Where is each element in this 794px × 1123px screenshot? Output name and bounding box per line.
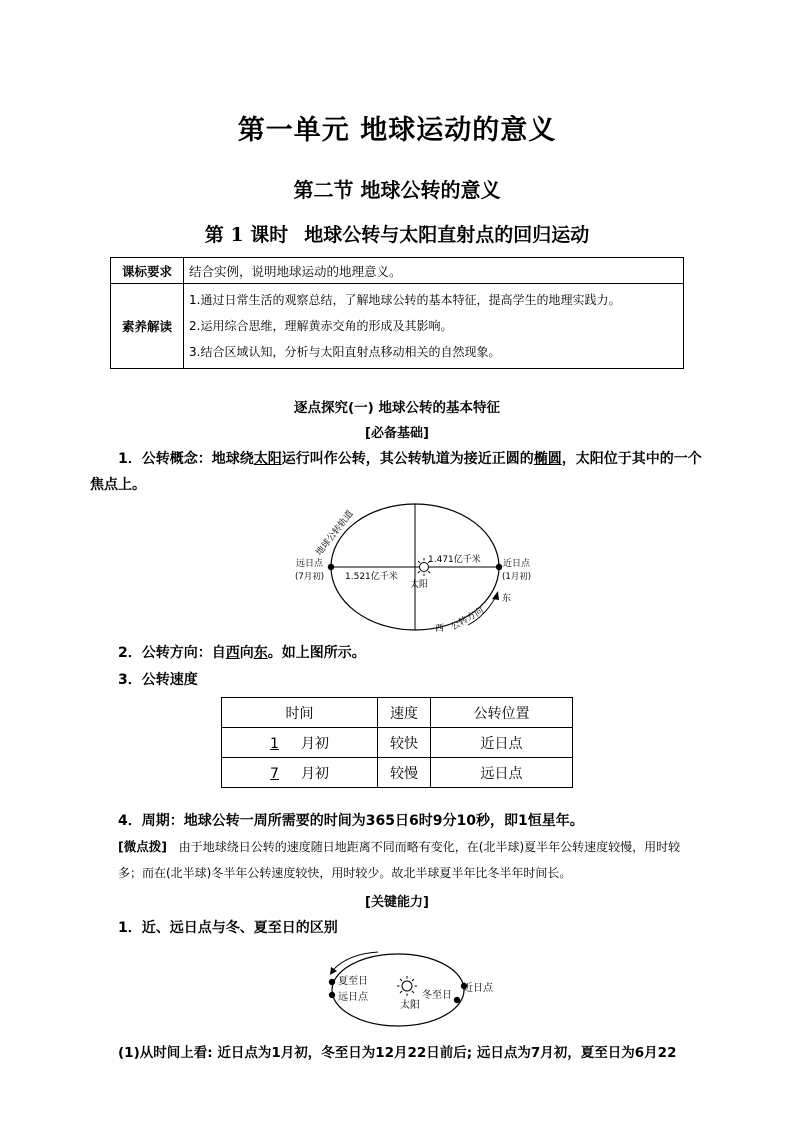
sun-label: 太阳 bbox=[400, 1000, 420, 1011]
far-distance: 1.521亿千米 bbox=[345, 572, 398, 582]
table-cell: 远日点 bbox=[431, 758, 573, 788]
lesson-number: 第 1 课时 bbox=[204, 224, 289, 246]
lesson-name: 地球公转与太阳直射点的回归运动 bbox=[304, 224, 590, 246]
literacy-item: 2.运用综合思维，理解黄赤交角的形成及其影响。 bbox=[189, 319, 453, 333]
table-header: 速度 bbox=[378, 698, 431, 728]
requirement-text: 结合实例，说明地球运动的地理意义。 bbox=[184, 258, 684, 284]
tip-label: [微点拨] bbox=[118, 839, 167, 854]
table-header: 时间 bbox=[222, 698, 378, 728]
unit-title: 第一单元 地球运动的意义 bbox=[237, 115, 557, 146]
speed-table bbox=[221, 697, 573, 788]
literacy-item: 3.结合区域认知，分析与太阳直射点移动相关的自然现象。 bbox=[189, 345, 501, 359]
orbit-diagram bbox=[290, 498, 540, 636]
aphelion-dot bbox=[329, 992, 335, 998]
perihelion-time: (1月初) bbox=[502, 572, 532, 582]
aphelion-dot bbox=[328, 564, 334, 570]
key-paragraph: (1)从时间上看: 近日点为1月初，冬至日为12月22日前后; 远日点为7月初，夏至日为6月22 bbox=[118, 1045, 677, 1061]
perihelion-outer-label: 近日点 bbox=[463, 983, 493, 994]
west-label: 西 bbox=[435, 624, 445, 634]
requirement-label: 课标要求 bbox=[111, 258, 184, 284]
item-3: 3．公转速度 bbox=[118, 672, 198, 688]
table-cell: 较慢 bbox=[378, 758, 431, 788]
direction-arrow-icon bbox=[330, 967, 337, 975]
tip-box bbox=[118, 834, 702, 886]
table-header: 公转位置 bbox=[431, 698, 573, 728]
item-4: 4．周期：地球公转一周所需要的时间为365日6时9分10秒，即1恒星年。 bbox=[118, 813, 584, 829]
tip-text: 由于地球绕日公转的速度随日地距离不同而略有变化，在(北半球)夏半年公转速度较慢，用时较多；而在(北半球)冬半年公转速度较快，用时较少。故北半球夏半年比冬半年时间长。 bbox=[118, 840, 681, 880]
winter-solstice-dot bbox=[454, 997, 460, 1003]
literacy-label: 素养解读 bbox=[111, 284, 184, 369]
answer-blank: 西 bbox=[225, 645, 240, 661]
answer-blank: 椭圆 bbox=[533, 451, 562, 467]
direction-label: 公转方向 bbox=[449, 605, 486, 633]
basic-label: [必备基础] bbox=[365, 426, 429, 441]
key-item-1: 1．近、远日点与冬、夏至日的区别 bbox=[118, 920, 338, 936]
key-label: [关键能力] bbox=[365, 895, 429, 910]
literacy-list bbox=[184, 284, 684, 369]
item-1: 1．公转概念：地球绕太阳运行叫作公转，其公转轨道为接近正圆的椭圆，太阳位于其中的一个 焦点上。 bbox=[90, 451, 702, 493]
sun-label: 太阳 bbox=[410, 580, 429, 590]
sun-icon bbox=[397, 976, 417, 996]
direction-arrow-icon bbox=[492, 591, 499, 600]
table-cell: 较快 bbox=[378, 728, 431, 758]
aphelion-time: (7月初) bbox=[295, 572, 325, 582]
explore-title: 逐点探究(一) 地球公转的基本特征 bbox=[293, 400, 501, 416]
winter-solstice-label: 冬至日 bbox=[422, 990, 452, 1001]
perihelion-dot bbox=[496, 564, 502, 570]
table-row: 7 月初 较慢 远日点 bbox=[222, 758, 573, 788]
literacy-item: 1.通过日常生活的观察总结，了解地球公转的基本特征，提高学生的地理实践力。 bbox=[189, 293, 621, 307]
aphelion-label: 远日点 bbox=[296, 559, 324, 569]
section-title: 第二节 地球公转的意义 bbox=[293, 178, 501, 202]
lesson-title bbox=[0, 220, 794, 247]
item-2: 2．公转方向：自西向东。如上图所示。 bbox=[118, 645, 366, 661]
orbit-label: 地球公转轨道 bbox=[314, 509, 356, 558]
answer-blank: 1 bbox=[270, 735, 279, 752]
standards-table bbox=[110, 257, 684, 369]
perihelion-label: 近日点 bbox=[503, 559, 531, 569]
east-label: 东 bbox=[502, 594, 512, 604]
table-cell: 近日点 bbox=[431, 728, 573, 758]
aphelion-label: 远日点 bbox=[338, 992, 368, 1003]
answer-blank: 7 bbox=[270, 765, 279, 782]
solstice-diagram bbox=[318, 948, 478, 1032]
summer-solstice-label: 夏至日 bbox=[338, 976, 368, 987]
table-row: 1 月初 较快 近日点 bbox=[222, 728, 573, 758]
summer-solstice-dot bbox=[329, 979, 335, 985]
near-distance: 1.471亿千米 bbox=[428, 555, 481, 565]
answer-blank: 东 bbox=[253, 645, 268, 661]
answer-blank: 太阳 bbox=[253, 451, 282, 467]
